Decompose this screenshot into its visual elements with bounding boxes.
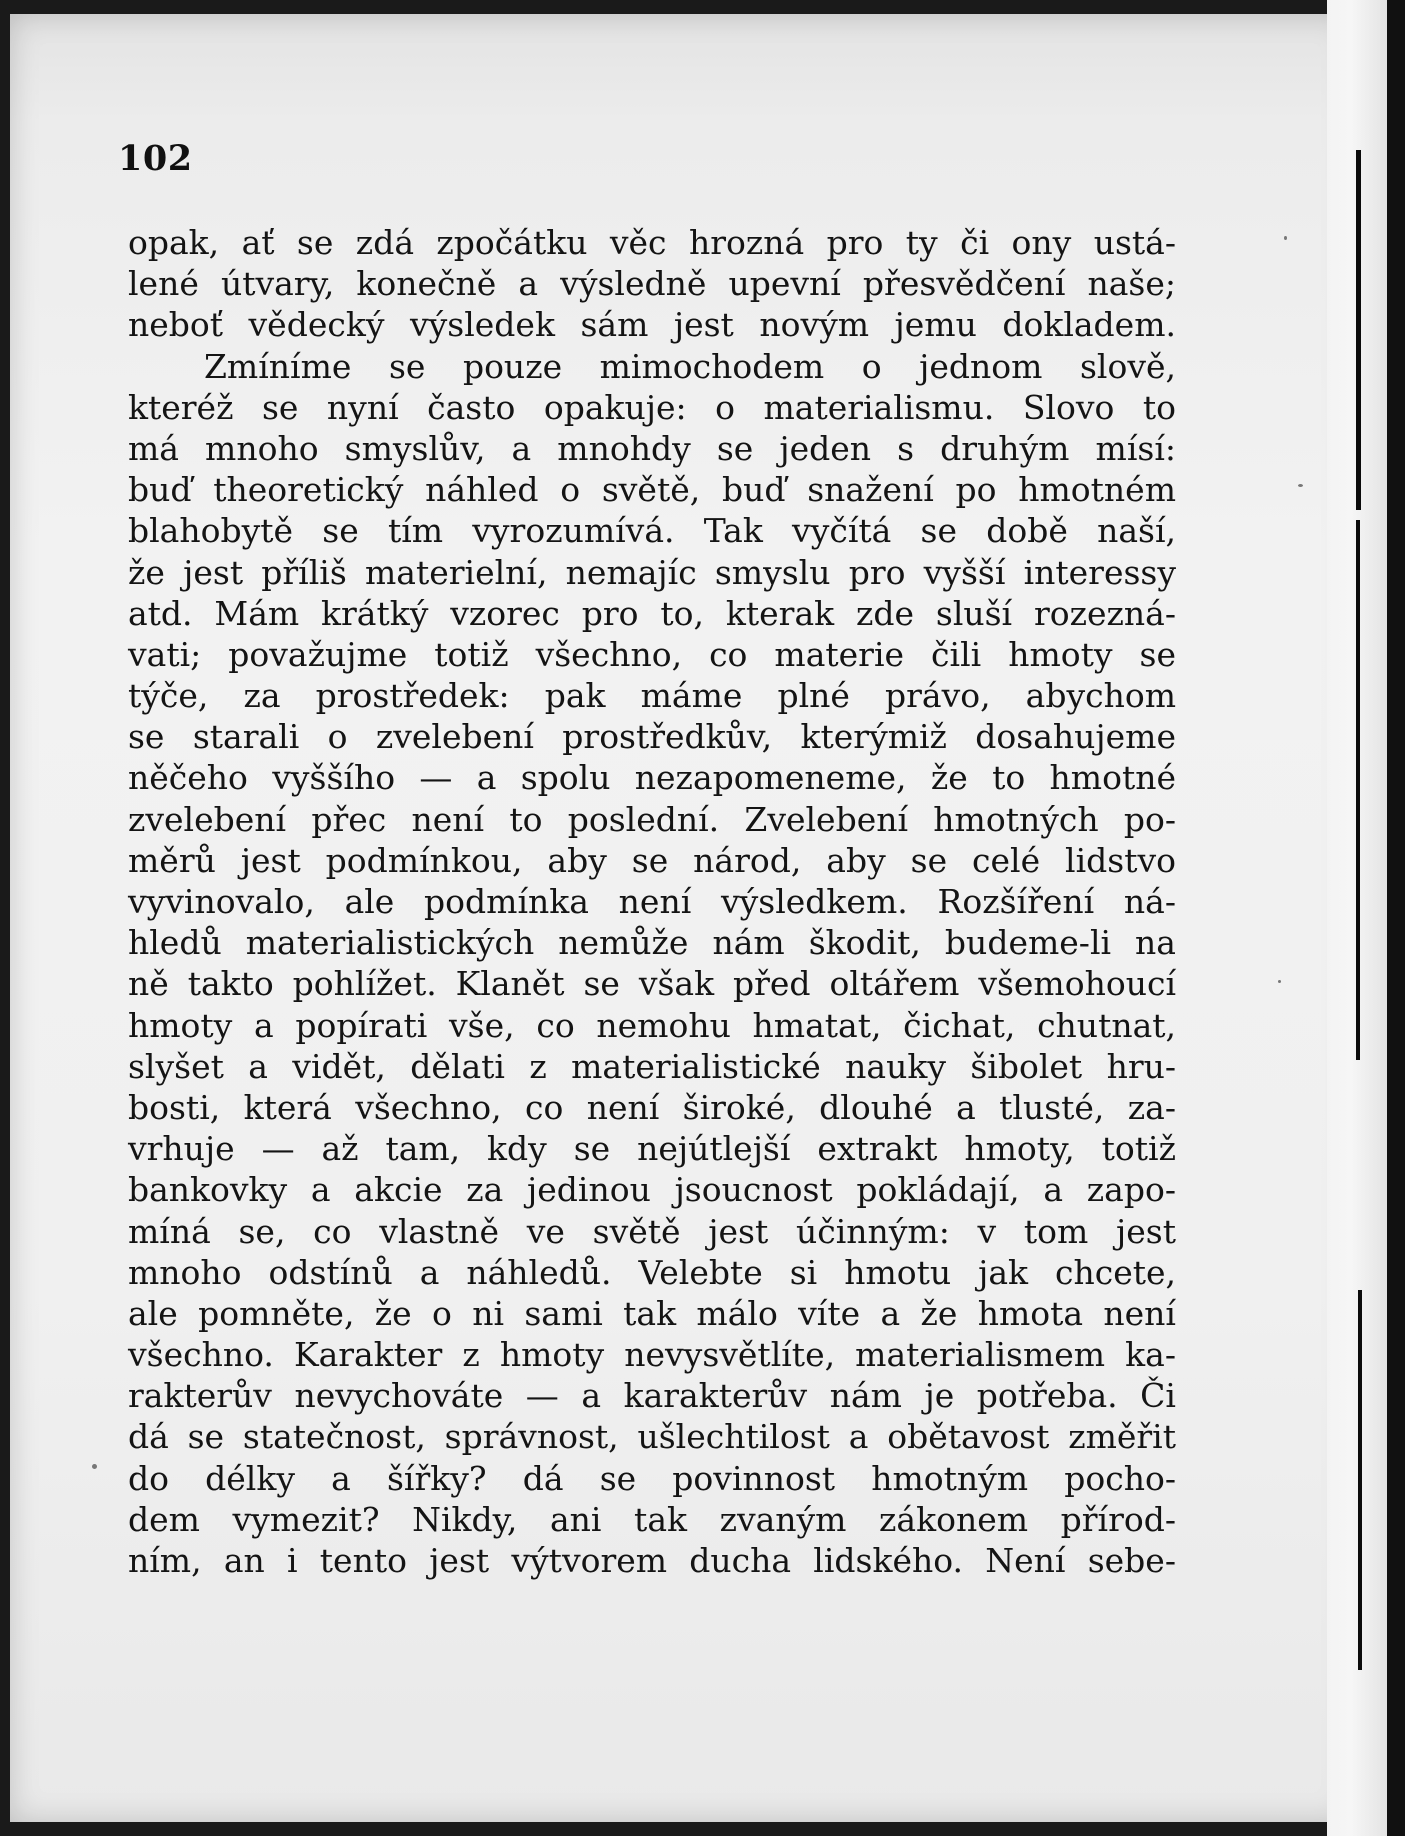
text-line: že jest příliš materielní, nemajíc smyslu pro vyšší interessy — [128, 552, 1176, 592]
text-line: dem vymezit? Nikdy, ani tak zvaným zákonem přírod- — [128, 1499, 1176, 1539]
page-number: 102 — [118, 138, 193, 179]
body-text — [128, 222, 1176, 1581]
text-line: bosti, která všechno, co není široké, dlouhé a tlusté, za- — [128, 1087, 1176, 1127]
text-line: lené útvary, konečně a výsledně upevní přesvědčení naše; — [128, 264, 1176, 304]
text-line: hmoty a popírati vše, co nemohu hmatat, čichat, chutnat, — [128, 1005, 1176, 1045]
text-line: rakterův nevychováte — a karakterův nám je potřeba. Či — [128, 1376, 1176, 1416]
text-line: vyvinovalo, ale podmínka není výsledkem. Rozšíření ná- — [128, 882, 1176, 921]
text-line: ale pomněte, že o ni sami tak málo víte a že hmota není — [128, 1293, 1176, 1333]
text-line: vrhuje — až tam, kdy se nejútlejší extrakt hmoty, totiž — [128, 1129, 1176, 1169]
text-line: něčeho vyššího — a spolu nezapomeneme, že to hmotné — [128, 758, 1176, 798]
binding-edge-line — [1356, 520, 1360, 1060]
text-line: neboť vědecký výsledek sám jest novým jemu dokladem. — [128, 305, 1176, 345]
text-line: má mnoho smyslův, a mnohdy se jeden s druhým mísí: — [128, 428, 1176, 468]
text-line: slyšet a vidět, dělati z materialistické nauky šibolet hru- — [128, 1046, 1176, 1086]
scan-edge — [1387, 0, 1405, 1836]
text-line: buď theoretický náhled o světě, buď snažení po hmotném — [128, 470, 1176, 510]
paper-speck — [1298, 484, 1303, 487]
text-line: se starali o zvelebení prostředkův, kterýmiž dosahujeme — [128, 717, 1176, 757]
text-line: měrů jest podmínkou, aby se národ, aby se celé lidstvo — [128, 840, 1176, 880]
text-line: do délky a šířky? dá se povinnost hmotným pocho- — [128, 1458, 1176, 1498]
text-line: ním, an i tento jest výtvorem ducha lidského. Není sebe- — [128, 1541, 1176, 1580]
binding-edge-line — [1358, 1290, 1362, 1670]
paper-speck — [1278, 980, 1281, 983]
paper-speck — [92, 1464, 97, 1469]
text-line: vati; považujme totiž všechno, co materie čili hmoty se — [128, 634, 1176, 674]
text-line: ně takto pohlížet. Klanět se však před oltářem všemohoucí — [128, 964, 1176, 1004]
text-line: dá se statečnost, správnost, ušlechtilost a obětavost změřit — [128, 1417, 1176, 1457]
text-line: opak, ať se zdá zpočátku věc hrozná pro ty či ony ustá- — [128, 223, 1176, 262]
text-line: mnoho odstínů a náhledů. Velebte si hmotu jak chcete, — [128, 1252, 1176, 1292]
binding-edge-line — [1356, 150, 1361, 510]
text-line: míná se, co vlastně ve světě jest účinným: v tom jest — [128, 1211, 1176, 1251]
paper-speck — [1284, 236, 1287, 240]
text-line: Zmíníme se pouze mimochodem o jednom slově, — [204, 346, 1176, 386]
text-line: kteréž se nyní často opakuje: o materialismu. Slovo to — [128, 387, 1176, 427]
text-line: atd. Mám krátký vzorec pro to, kterak zde sluší rozezná- — [128, 593, 1176, 633]
text-line: hledů materialistických nemůže nám škodit, budeme-li na — [128, 923, 1176, 963]
text-line: bankovky a akcie za jedinou jsoucnost pokládají, a zapo- — [128, 1170, 1176, 1210]
text-line: týče, za prostředek: pak máme plné právo, abychom — [128, 676, 1176, 716]
text-line: blahobytě se tím vyrozumívá. Tak vyčítá se době naší, — [128, 511, 1176, 551]
text-line: zvelebení přec není to poslední. Zvelebení hmotných po- — [128, 799, 1176, 839]
text-line: všechno. Karakter z hmoty nevysvětlíte, materialismem ka- — [128, 1335, 1176, 1375]
